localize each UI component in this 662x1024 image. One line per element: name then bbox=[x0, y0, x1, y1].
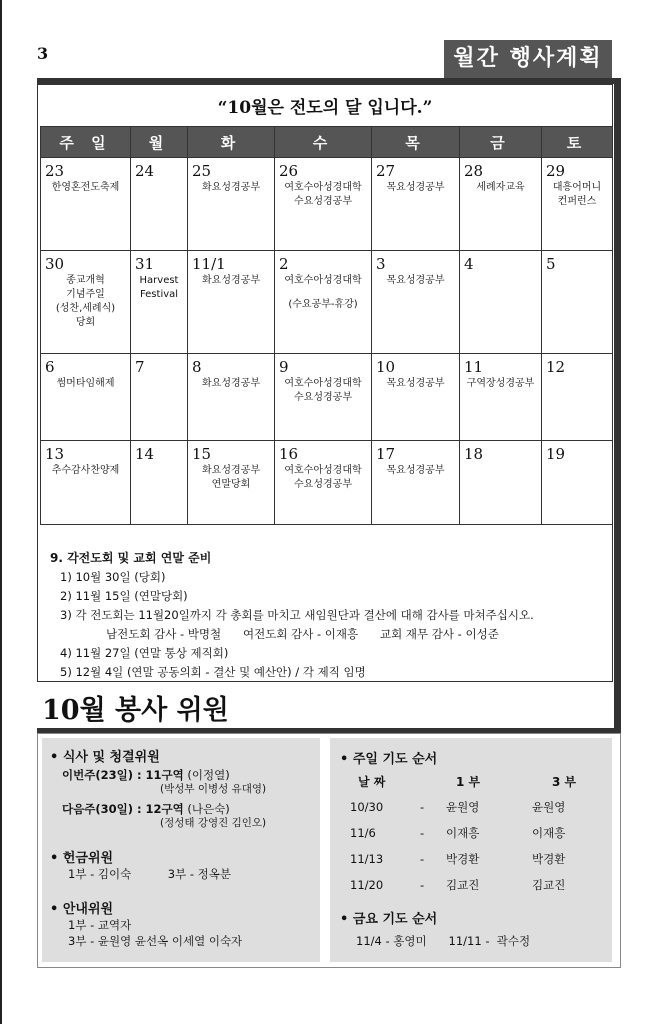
page-number: 3 bbox=[37, 44, 49, 63]
calendar-day-cell bbox=[188, 251, 275, 354]
calendar-day-cell bbox=[460, 251, 542, 354]
prayer-row bbox=[340, 872, 602, 898]
service-committee-panel bbox=[42, 738, 320, 962]
day-number: 15 bbox=[192, 445, 212, 463]
next-week-members: (정성태 강영진 김인오) bbox=[160, 817, 267, 829]
day-number: 2 bbox=[279, 255, 289, 273]
day-number: 6 bbox=[45, 358, 55, 376]
calendar-day-cell bbox=[41, 251, 131, 354]
prayer-schedule-panel bbox=[330, 738, 612, 962]
this-week-members: (박성부 이병성 유대영) bbox=[160, 783, 267, 795]
church-year-end-notes bbox=[50, 549, 534, 682]
weekday-header-row bbox=[41, 127, 613, 158]
prayer-row bbox=[340, 794, 602, 820]
notes-item: 3) 각 전도회는 11월20일까지 각 총회를 마치고 새임원단과 결산에 대해 감사를 마쳐주십시오. bbox=[60, 608, 534, 622]
prayer-col-first: 1 부 bbox=[456, 775, 481, 789]
prayer-date: 11/13 bbox=[350, 852, 384, 866]
weekday-header: 주 일 bbox=[41, 127, 131, 158]
prayer-date: 10/30 bbox=[350, 800, 384, 814]
calendar-day-cell bbox=[188, 441, 275, 525]
calendar-event: 여호수아성경대학 bbox=[284, 275, 362, 286]
prayer-dash: - bbox=[420, 826, 425, 840]
offering-committee-heading: • 헌금위원 bbox=[50, 851, 114, 866]
day-number: 24 bbox=[135, 162, 155, 180]
meal-committee-heading: • 식사 및 청결위원 bbox=[50, 750, 160, 765]
weekday-header: 목 bbox=[372, 127, 460, 158]
calendar-box bbox=[37, 84, 613, 682]
next-week-leader: (나은숙) bbox=[183, 802, 230, 816]
calendar-event: 목요성경공부 bbox=[386, 465, 445, 476]
calendar-event: 목요성경공부 bbox=[386, 182, 445, 193]
prayer-row bbox=[340, 820, 602, 846]
calendar-day-cell bbox=[131, 354, 188, 441]
calendar-day-cell bbox=[460, 158, 542, 251]
calendar-event: (성찬,세례식) bbox=[55, 303, 116, 314]
day-number: 14 bbox=[135, 445, 155, 463]
calendar-week-row bbox=[41, 251, 613, 354]
calendar-event: 여호수아성경대학 bbox=[284, 465, 362, 476]
day-number: 18 bbox=[464, 445, 484, 463]
prayer-p3: 윤원영 bbox=[532, 800, 566, 814]
calendar-day-cell bbox=[372, 354, 460, 441]
calendar-event: 종교개혁 bbox=[66, 275, 105, 286]
calendar-event: 수요성경공부 bbox=[294, 392, 352, 403]
prayer-dash: - bbox=[420, 800, 425, 814]
calendar-week-row bbox=[41, 354, 613, 441]
day-number: 12 bbox=[546, 358, 566, 376]
calendar-event: 컨퍼런스 bbox=[557, 196, 597, 207]
day-number: 11 bbox=[464, 358, 484, 376]
calendar-event: 화요성경공부 bbox=[202, 378, 260, 389]
service-section-title: 10월 봉사 위원 bbox=[42, 695, 229, 726]
calendar-day-cell bbox=[275, 158, 372, 251]
prayer-p3: 이재흥 bbox=[532, 826, 566, 840]
day-number: 10 bbox=[376, 358, 396, 376]
calendar-week-row bbox=[41, 441, 613, 525]
notes-item: 4) 11월 27일 (연말 통상 제직회) bbox=[60, 646, 229, 660]
calendar-day-cell bbox=[131, 158, 188, 251]
day-number: 19 bbox=[546, 445, 566, 463]
day-number: 26 bbox=[279, 162, 299, 180]
this-week-label: 이번주(23일) : 11구역 bbox=[62, 768, 184, 782]
friday-prayer-line: 11/4 - 홍영미 11/11 - 곽수정 bbox=[356, 934, 531, 948]
prayer-date: 11/6 bbox=[350, 826, 376, 840]
day-number: 23 bbox=[45, 162, 65, 180]
calendar-day-cell bbox=[188, 354, 275, 441]
calendar-event: 목요성경공부 bbox=[386, 275, 445, 286]
calendar-day-cell bbox=[275, 441, 372, 525]
prayer-dash: - bbox=[420, 852, 425, 866]
day-number: 7 bbox=[135, 358, 145, 376]
page-border bbox=[0, 0, 2, 1024]
calendar-title: “10월은 전도의 달 입니다.” bbox=[217, 98, 433, 118]
calendar-day-cell bbox=[275, 251, 372, 354]
calendar-day-cell bbox=[372, 251, 460, 354]
calendar-event: 화요성경공부 bbox=[202, 465, 260, 476]
notes-auditors: 남전도회 감사 - 박명철 여전도회 감사 - 이재흥 교회 재무 감사 - 이성준 bbox=[106, 627, 499, 641]
weekday-header: 수 bbox=[275, 127, 372, 158]
sunday-prayer-heading: • 주일 기도 순서 bbox=[340, 752, 438, 767]
day-number: 27 bbox=[376, 162, 396, 180]
calendar-event: 여호수아성경대학 bbox=[284, 378, 362, 389]
calendar-event: (수요공부-휴강) bbox=[288, 299, 358, 310]
calendar-day-cell bbox=[542, 158, 613, 251]
calendar-day-cell bbox=[41, 158, 131, 251]
day-number: 13 bbox=[45, 445, 65, 463]
calendar-day-cell bbox=[372, 441, 460, 525]
calendar-event: 화요성경공부 bbox=[202, 182, 260, 193]
calendar-day-cell bbox=[460, 354, 542, 441]
calendar-event: 구역장성경공부 bbox=[466, 378, 535, 389]
day-number: 16 bbox=[279, 445, 299, 463]
next-week-label: 다음주(30일) : 12구역 bbox=[62, 802, 184, 816]
calendar-day-cell bbox=[542, 354, 613, 441]
calendar-week-row bbox=[41, 158, 613, 251]
calendar-event: 여호수아성경대학 bbox=[284, 182, 362, 193]
calendar-event: 한영혼전도축제 bbox=[51, 182, 120, 193]
weekday-header: 금 bbox=[460, 127, 542, 158]
calendar-day-cell bbox=[188, 158, 275, 251]
prayer-date: 11/20 bbox=[350, 878, 384, 892]
day-number: 3 bbox=[376, 255, 386, 273]
prayer-p1: 김교진 bbox=[446, 878, 480, 892]
calendar-event: 연말당회 bbox=[211, 479, 251, 490]
calendar-event: Harvest bbox=[139, 275, 179, 286]
calendar-event: 수요성경공부 bbox=[294, 196, 352, 207]
prayer-dash: - bbox=[420, 878, 425, 892]
calendar-event: 세례자교육 bbox=[476, 182, 525, 193]
service-box bbox=[37, 733, 621, 968]
prayer-row bbox=[340, 846, 602, 872]
friday-prayer-heading: • 금요 기도 순서 bbox=[340, 912, 438, 927]
calendar-day-cell bbox=[41, 354, 131, 441]
calendar-day-cell bbox=[275, 354, 372, 441]
day-number: 25 bbox=[192, 162, 212, 180]
calendar-day-cell bbox=[372, 158, 460, 251]
weekday-header: 화 bbox=[188, 127, 275, 158]
usher-first-service: 1부 - 교역자 bbox=[68, 918, 132, 932]
header-rule-vertical bbox=[614, 78, 621, 728]
day-number: 9 bbox=[279, 358, 289, 376]
day-number: 31 bbox=[135, 255, 155, 273]
prayer-p1: 윤원영 bbox=[446, 800, 480, 814]
usher-committee-heading: • 안내위원 bbox=[50, 902, 114, 917]
prayer-p3: 김교진 bbox=[532, 878, 566, 892]
calendar-event: 화요성경공부 bbox=[202, 275, 260, 286]
notes-item: 5) 12월 4일 (연말 공동의회 - 결산 및 예산안) / 각 제직 임명 bbox=[60, 665, 366, 679]
calendar-event: 당회 bbox=[75, 317, 96, 328]
weekday-header: 월 bbox=[131, 127, 188, 158]
day-number: 30 bbox=[45, 255, 65, 273]
calendar-table bbox=[40, 126, 613, 525]
prayer-col-third: 3 부 bbox=[552, 775, 577, 789]
day-number: 4 bbox=[464, 255, 474, 273]
weekday-header: 토 bbox=[542, 127, 613, 158]
calendar-event: 대흥어머니 bbox=[552, 182, 602, 193]
calendar-day-cell bbox=[542, 441, 613, 525]
calendar-day-cell bbox=[131, 251, 188, 354]
calendar-event: Festival bbox=[139, 289, 179, 300]
calendar-event: 썸머타임해제 bbox=[56, 378, 115, 389]
prayer-p3: 박경환 bbox=[532, 852, 566, 866]
notes-item: 2) 11월 15일 (연말당회) bbox=[60, 589, 188, 603]
day-number: 28 bbox=[464, 162, 484, 180]
calendar-event: 기념주일 bbox=[66, 289, 105, 300]
day-number: 8 bbox=[192, 358, 202, 376]
calendar-day-cell bbox=[460, 441, 542, 525]
notes-item: 1) 10월 30일 (당회) bbox=[60, 570, 166, 584]
day-number: 17 bbox=[376, 445, 396, 463]
prayer-p1: 박경환 bbox=[446, 852, 480, 866]
day-number: 11/1 bbox=[192, 255, 226, 273]
calendar-event: 목요성경공부 bbox=[386, 378, 445, 389]
calendar-day-cell bbox=[131, 441, 188, 525]
calendar-day-cell bbox=[542, 251, 613, 354]
calendar-day-cell bbox=[41, 441, 131, 525]
calendar-event bbox=[279, 289, 367, 297]
usher-third-service: 3부 - 윤원영 윤선옥 이세열 이숙자 bbox=[68, 934, 243, 948]
calendar-event: 추수감사찬양제 bbox=[51, 465, 120, 476]
this-week-leader: (이정열) bbox=[183, 768, 230, 782]
notes-heading: 9. 각전도회 및 교회 연말 준비 bbox=[50, 551, 212, 565]
calendar-event: 수요성경공부 bbox=[294, 479, 352, 490]
day-number: 5 bbox=[546, 255, 556, 273]
page-banner: 월간 행사계획 bbox=[444, 40, 612, 78]
offering-committee-members: 1부 - 김이숙 3부 - 정옥분 bbox=[68, 867, 231, 881]
prayer-p1: 이재흥 bbox=[446, 826, 480, 840]
day-number: 29 bbox=[546, 162, 566, 180]
prayer-col-date: 날 짜 bbox=[358, 775, 386, 789]
